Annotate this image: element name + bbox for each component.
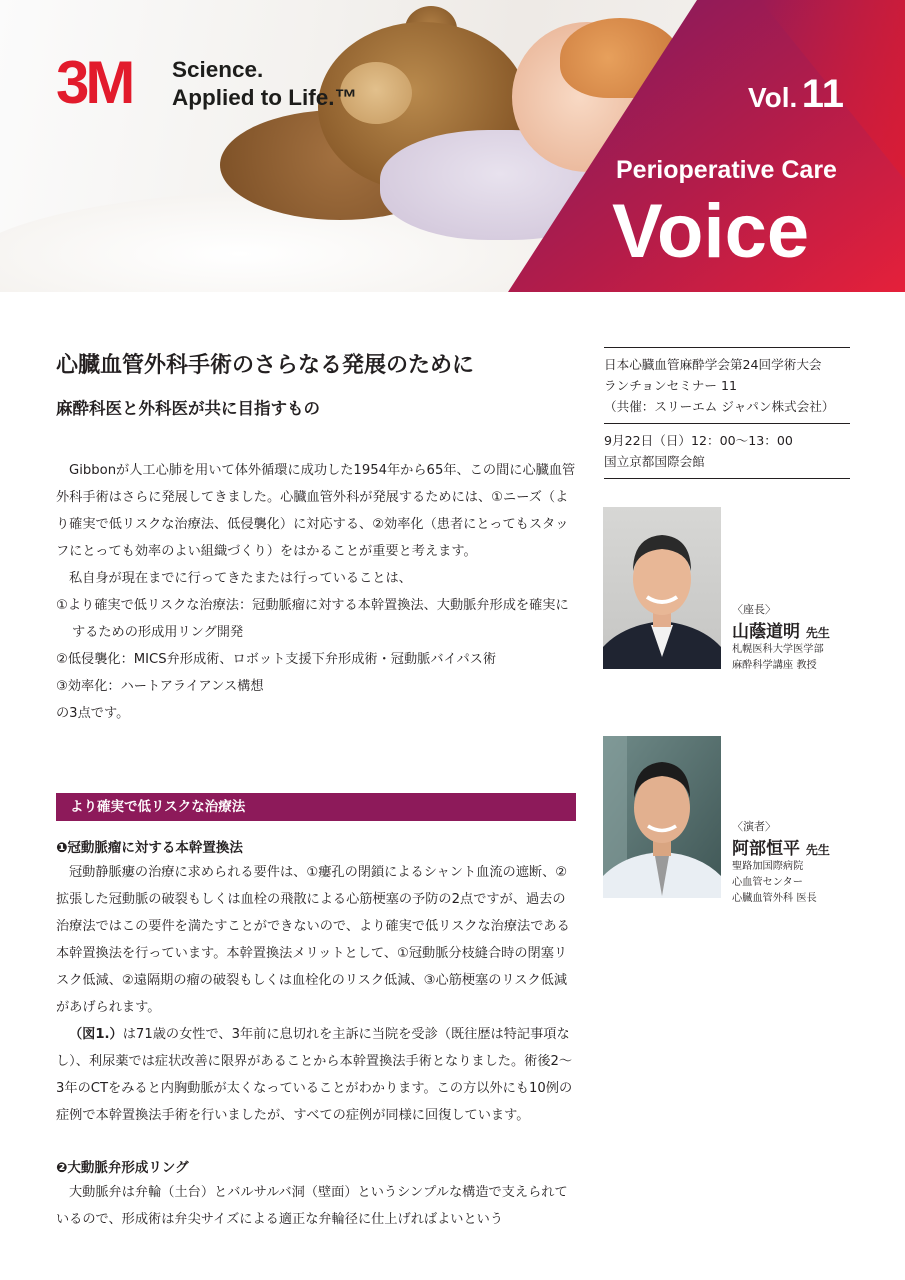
points-end: の3点です。 <box>56 706 130 721</box>
event-seminar: ランチョンセミナー 11 <box>604 378 737 393</box>
speaker-info <box>732 818 830 907</box>
chair-affiliation-2: 麻酔科学講座 教授 <box>732 660 817 671</box>
speaker-honorific: 先生 <box>805 843 830 857</box>
brand-tagline <box>172 56 357 112</box>
subsection-1-title: ❶冠動脈瘤に対する本幹置換法 <box>56 840 243 856</box>
chair-name-text: 山蔭道明 <box>732 622 800 642</box>
speaker-name-text: 阿部恒平 <box>732 839 800 859</box>
chair-photo <box>603 507 721 669</box>
tagline-line-1: Science. <box>172 57 264 82</box>
chair-honorific: 先生 <box>805 626 830 640</box>
figure-reference: （図1.） <box>69 1027 123 1042</box>
point-1: ①より確実で低リスクな治療法：冠動脈瘤に対する本幹置換法、大動脈弁形成を確実にするための形成用リング開発 <box>56 598 569 640</box>
series-label: Perioperative Care <box>616 156 837 184</box>
speaker-portrait-icon <box>603 736 721 898</box>
volume-label <box>748 72 844 117</box>
volume-prefix: Vol. <box>748 82 798 113</box>
subsection-2-body <box>56 1179 578 1233</box>
page-subtitle: 麻酔科医と外科医が共に目指すもの <box>56 399 320 418</box>
series-name: Voice <box>612 189 810 274</box>
subsection-2-title: ❷大動脈弁形成リング <box>56 1160 189 1176</box>
speaker-name <box>732 834 830 859</box>
intro-paragraph-2: 私自身が現在までに行ってきたまたは行っていることは、 <box>69 571 412 586</box>
intro-text <box>56 457 578 727</box>
header-banner <box>0 0 905 292</box>
tagline-line-2: Applied to Life.™ <box>172 85 357 110</box>
section-heading-bar: より確実で低リスクな治療法 <box>56 793 576 821</box>
figure-paragraph-text: は71歳の女性で、3年前に息切れを主訴に当院を受診（既往歴は特記事項なし）、利尿薬では症状改善に限界があることから本幹置換法手術となりました。術後2〜3年のCTをみると内胸動脈が太くなっていることがわかります。この方以外にも10例の症例で本幹置換法手術を行いましたが、すべての症例が同様に回復しています。 <box>56 1027 573 1123</box>
speaker-affiliation-3: 心臓血管外科 医長 <box>732 893 817 904</box>
chair-role: 〈座長〉 <box>732 603 776 616</box>
chair-info <box>732 601 830 674</box>
subsection-1-figure-paragraph <box>56 1021 578 1129</box>
point-2: ②低侵襲化：MICS弁形成術、ロボット支援下弁形成術・冠動脈バイパス術 <box>56 652 497 667</box>
chair-affiliation-1: 札幌医科大学医学部 <box>732 644 824 655</box>
speaker-photo <box>603 736 721 898</box>
event-details <box>604 348 850 423</box>
volume-number: 11 <box>801 72 845 116</box>
speaker-affiliation-2: 心血管センター <box>732 877 803 888</box>
subsection-2-paragraph: 大動脈弁は弁輪（土台）とバルサルバ洞（壁面）というシンプルな構造で支えられているので、形成術は弁尖サイズによる適正な弁輪径に仕上げればよいという <box>56 1185 568 1227</box>
subsection-1-paragraph: 冠動静脈瘻の治療に求められる要件は、①瘻孔の閉鎖によるシャント血流の遮断、②拡張した冠動脈の破裂もしくは血栓の飛散による心筋梗塞の予防の2点ですが、過去の治療法ではこの要件を満たすことができないので、より確実で低リスクな治療法である本幹置換法を行っています。本幹置換法メリットとして、①冠動脈分枝縫合時の閉塞リスク低減、②遠隔期の瘤の破裂もしくは血栓化のリスク低減、③心筋梗塞のリスク低減があげられます。 <box>56 865 570 1015</box>
event-date: 9月22日（日）12：00〜13：00 <box>604 433 793 448</box>
event-venue: 国立京都国際会館 <box>604 454 705 469</box>
chair-name <box>732 617 830 642</box>
chair-portrait-icon <box>603 507 721 669</box>
event-info-box <box>604 347 850 479</box>
event-schedule <box>604 423 850 478</box>
speaker-affiliation-1: 聖路加国際病院 <box>732 861 804 872</box>
speaker-role: 〈演者〉 <box>732 820 776 833</box>
intro-paragraph-1: Gibbonが人工心肺を用いて体外循環に成功した1954年から65年、この間に心臓血管外科手術はさらに発展してきました。心臓血管外科が発展するためには、①ニーズ（より確実で低リスクな治療法、低侵襲化）に対応する、②効率化（患者にとってもスタッフにとっても効率のよい組織づくり）をはかることが重要と考えます。 <box>56 463 576 559</box>
page-title: 心臓血管外科手術のさらなる発展のために <box>56 353 475 378</box>
event-conference: 日本心臓血管麻酔学会第24回学術大会 <box>604 357 822 372</box>
point-3: ③効率化：ハートアライアンス構想 <box>56 679 264 694</box>
brand-logo-3m: 3M <box>56 49 132 116</box>
event-sponsor: （共催：スリーエム ジャパン株式会社） <box>604 399 835 414</box>
subsection-1-body <box>56 859 578 1129</box>
